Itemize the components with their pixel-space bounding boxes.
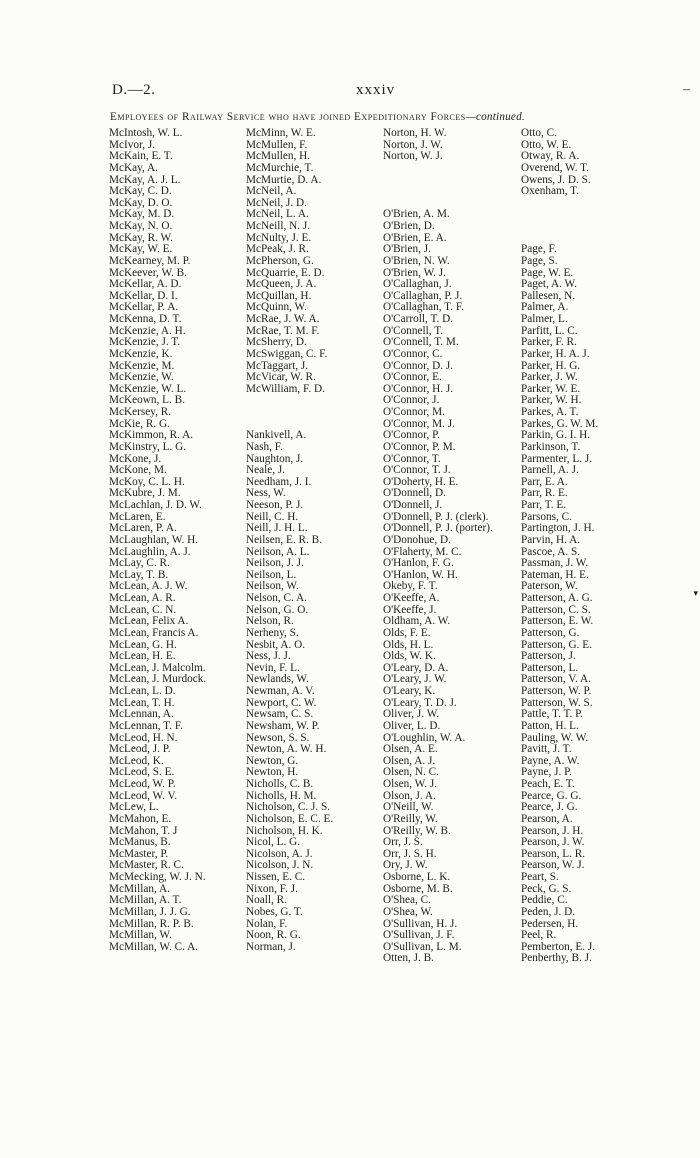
name-entry: O'Connor, J.: [383, 394, 440, 407]
name-entry: McLeod, W. V.: [109, 789, 178, 802]
name-entry: Peart, S.: [521, 871, 559, 883]
name-entry: Pearson, J. H.: [521, 824, 584, 837]
name-entry: McMillan, W.: [109, 929, 172, 942]
name-entry: Patterson, J.: [521, 650, 576, 663]
name-entry: McKay, A.: [109, 161, 158, 174]
name-entry: McLean, G. H.: [109, 638, 177, 651]
name-entry: Nobes, G. T.: [246, 905, 303, 918]
name-entry: Orr, J. S. H.: [383, 847, 437, 860]
name-entry: Page, S.: [521, 254, 558, 267]
name-entry: Nicholls, H. M.: [246, 789, 317, 802]
name-entry: Olsen, A. J.: [383, 754, 436, 767]
name-entry: Nevin, F. L.: [246, 661, 300, 674]
name-entry: Peden, J. D.: [521, 905, 576, 918]
name-entry: Olsen, N. C.: [383, 766, 439, 779]
name-entry: O'Carroll, T. D.: [383, 313, 454, 325]
name-entry: McLay, C. R.: [109, 557, 170, 570]
name-entry: Patton, H. L.: [521, 719, 579, 732]
name-entry: McKeown, L. B.: [109, 394, 185, 407]
name-entry: O'Neill, W.: [383, 801, 434, 814]
name-entry: Paterson, W.: [521, 580, 578, 593]
document-reference: D.—2.: [112, 82, 156, 98]
name-entry: Okeby, F. T.: [383, 580, 438, 593]
name-entry: O'Connor, C.: [383, 347, 443, 360]
name-entry: O'Hanlon, F. G.: [383, 557, 454, 570]
name-entry: McKenzie, A. H.: [109, 324, 186, 337]
name-entry: Parker, F. R.: [521, 336, 577, 349]
name-entry: O'Reilly, W. B.: [383, 824, 451, 837]
name-entry: Nicholls, C. B.: [246, 778, 314, 790]
name-entry: Newton, H.: [246, 766, 299, 779]
name-entry: Ness, J. J.: [246, 650, 291, 663]
name-entry: O'Callaghan, J.: [383, 278, 452, 291]
name-entry: McKay, C. D.: [109, 185, 172, 198]
name-entry: Naughton, J.: [246, 452, 304, 465]
name-entry: Palmer, A.: [521, 301, 569, 314]
name-entry: McKie, R. G.: [109, 417, 170, 430]
name-entry: Norton, H. W.: [383, 127, 447, 139]
name-entry: Pearce, G. G.: [521, 789, 582, 802]
name-entry: O'Connor, D. J.: [383, 359, 454, 372]
name-entry: McLean, A. J. W.: [109, 580, 188, 593]
name-entry: Oliver, L. D.: [383, 719, 441, 732]
name-entry: Newlands, W.: [246, 673, 309, 686]
name-entry: McKenzie, J. T.: [109, 336, 181, 349]
name-entry: Pavitt, J. T.: [521, 743, 572, 756]
name-entry: Parmenter, L. J.: [521, 452, 593, 465]
name-entry: McLachlan, J. D. W.: [109, 499, 202, 511]
name-column-1: [109, 128, 206, 953]
name-entry: Nolan, F.: [246, 917, 288, 930]
name-entry: Needham, J. I.: [246, 475, 312, 488]
name-entry: Pearson, A.: [521, 812, 573, 825]
name-entry: Patterson, G.: [521, 626, 580, 639]
list-caption: [110, 111, 630, 123]
name-entry: Osborne, M. B.: [383, 882, 453, 895]
name-entry: Oxenham, T.: [521, 185, 580, 198]
name-entry: Norman, J.: [246, 940, 296, 953]
name-entry: McQueen, J. A.: [246, 278, 317, 291]
caption-continued: —continued.: [465, 111, 525, 123]
name-entry: McLew, L.: [109, 801, 159, 814]
name-entry: [246, 395, 333, 407]
name-entry: O'Shea, C.: [383, 894, 431, 907]
name-entry: Nesbit, A. O.: [246, 638, 306, 651]
name-entry: O'Connor, P.: [383, 429, 440, 442]
name-entry: O'Brien, D.: [383, 220, 435, 232]
name-entry: Pearson, L. R.: [521, 847, 586, 860]
name-entry: [383, 163, 493, 175]
name-entry: Nixon, F. J.: [246, 882, 298, 895]
name-entry: McLean, Felix A.: [109, 615, 189, 628]
name-column-3: [383, 128, 493, 965]
name-entry: McMurtie, D. A.: [246, 173, 322, 186]
name-entry: Olds, F. E.: [383, 626, 431, 639]
name-entry: Parvin, H. A.: [521, 533, 581, 546]
name-entry: McMaster, P.: [109, 847, 169, 860]
name-entry: Pallesen, N.: [521, 289, 576, 302]
name-entry: Newson, S. S.: [246, 731, 310, 744]
name-entry: Newsham, W. P.: [246, 719, 320, 732]
name-entry: Patterson, V. A.: [521, 673, 591, 686]
name-entry: Parkinson, T.: [521, 440, 581, 453]
name-entry: Palmer, L.: [521, 313, 568, 325]
name-entry: [383, 186, 493, 198]
name-entry: O'Reilly, W.: [383, 812, 438, 825]
name-entry: Nash, F.: [246, 440, 283, 453]
name-entry: Oldham, A. W.: [383, 615, 451, 628]
name-entry: Patterson, E. W.: [521, 615, 594, 628]
name-entry: McLay, T. B.: [109, 568, 169, 581]
name-entry: McKone, J.: [109, 452, 162, 465]
name-entry: Nicholson, E. C. E.: [246, 812, 334, 825]
name-entry: McKellar, A. D.: [109, 278, 182, 291]
name-entry: McKay, A. J. L.: [109, 173, 181, 186]
name-entry: Newton, A. W. H.: [246, 743, 327, 756]
name-entry: McMillan, R. P. B.: [109, 917, 194, 930]
name-entry: O'Hanlon, W. H.: [383, 568, 458, 581]
name-entry: Parker, J. W.: [521, 371, 578, 384]
name-entry: Patterson, W. P.: [521, 685, 592, 697]
name-entry: Ness, W.: [246, 487, 286, 500]
margin-mark: ▾: [693, 588, 698, 598]
name-entry: Peddie, C.: [521, 894, 568, 907]
name-entry: McLean, H. E.: [109, 650, 176, 663]
name-entry: McMinn, W. E.: [246, 127, 316, 139]
name-entry: O'Brien, A. M.: [383, 208, 450, 221]
name-entry: McKenzie, W.: [109, 371, 174, 384]
name-entry: McKersey, R.: [109, 406, 172, 418]
name-entry: [521, 209, 598, 221]
name-entry: O'Donohue, D.: [383, 533, 451, 546]
name-entry: O'Connell, T.: [383, 324, 444, 337]
name-entry: Parnell, A. J.: [521, 464, 579, 477]
name-entry: Newman, A. V.: [246, 685, 315, 697]
name-entry: McWilliam, F. D.: [246, 382, 325, 395]
name-entry: Neilson, J. J.: [246, 557, 304, 570]
name-entry: O'Brien, W. J.: [383, 266, 446, 279]
name-entry: O'Keeffe, J.: [383, 603, 437, 616]
name-entry: [383, 175, 493, 187]
name-entry: McMaster, R. C.: [109, 859, 184, 872]
page-number: xxxiv: [356, 82, 396, 98]
name-entry: Parkes, G. W. M.: [521, 417, 599, 430]
name-entry: McTaggart, J.: [246, 359, 309, 372]
name-entry: McLean, C. N.: [109, 603, 177, 616]
name-entry: McKimmon, R. A.: [109, 429, 194, 442]
name-entry: O'Donnell, J.: [383, 499, 443, 511]
name-entry: McLean, L. D.: [109, 685, 176, 697]
name-entry: McMillan, J. J. G.: [109, 905, 191, 918]
name-entry: Olds, H. L.: [383, 638, 434, 651]
name-entry: O'Callaghan, T. F.: [383, 301, 465, 314]
name-entry: Newton, G.: [246, 754, 299, 767]
name-entry: Otto, C.: [521, 127, 557, 139]
name-entry: Nelson, R.: [246, 615, 294, 628]
name-entry: McMillan, A. T.: [109, 894, 182, 907]
name-entry: O'Donnell, P. J. (clerk).: [383, 510, 489, 523]
name-entry: McLean, J. Malcolm.: [109, 661, 206, 674]
name-entry: McKellar, D. I.: [109, 289, 178, 302]
name-entry: Peck, G. S.: [521, 882, 572, 895]
name-entry: O'Brien, N. W.: [383, 254, 450, 267]
name-entry: O'Donnell, D.: [383, 487, 446, 500]
name-entry: Nicholson, H. K.: [246, 824, 323, 837]
name-entry: McSherry, D.: [246, 336, 307, 349]
name-entry: Oliver, J. W.: [383, 708, 440, 721]
name-entry: O'Leary, T. D. J.: [383, 696, 457, 709]
name-entry: O'Connor, M. J.: [383, 417, 455, 430]
name-entry: McLeod, S. E.: [109, 766, 175, 779]
name-entry: O'Donnell, P. J. (porter).: [383, 522, 493, 535]
name-entry: McLean, T. H.: [109, 696, 175, 709]
name-entry: O'Sullivan, L. M.: [383, 940, 462, 953]
name-entry: McKay, N. O.: [109, 220, 173, 232]
name-entry: McKay, R. W.: [109, 231, 173, 244]
name-entry: Neeson, P. J.: [246, 499, 304, 511]
name-entry: McQuinn, W.: [246, 301, 307, 314]
name-entry: Neill, C. H.: [246, 510, 299, 523]
name-entry: Olson, J. A.: [383, 789, 436, 802]
name-entry: Page, F.: [521, 243, 557, 256]
name-entry: Owens, J. D. S.: [521, 173, 591, 186]
name-entry: O'Connor, T.: [383, 452, 441, 465]
name-entry: O'Leary, D. A.: [383, 661, 449, 674]
name-entry: Newsam, C. S.: [246, 708, 314, 721]
name-entry: [521, 198, 598, 210]
name-entry: O'Connor, P. M.: [383, 440, 456, 453]
name-entry: McQuarrie, E. D.: [246, 266, 325, 279]
name-entry: Newport, C. W.: [246, 696, 317, 709]
name-entry: McKenzie, K.: [109, 347, 173, 360]
name-entry: McKay, W. E.: [109, 243, 173, 256]
name-entry: O'Doherty, H. E.: [383, 475, 459, 488]
name-entry: McLeod, K.: [109, 754, 164, 767]
name-entry: McLeod, J. P.: [109, 743, 171, 756]
name-entry: Patterson, G. E.: [521, 638, 592, 651]
name-entry: Parker, W. E.: [521, 382, 581, 395]
name-entry: McMullen, F.: [246, 138, 308, 151]
name-entry: McQuillan, H.: [246, 289, 312, 302]
name-entry: McRae, T. M. F.: [246, 324, 320, 337]
name-entry: McPherson, G.: [246, 254, 314, 267]
name-entry: O'Flaherty, M. C.: [383, 545, 462, 558]
name-entry: Parr, R. E.: [521, 487, 568, 500]
name-entry: McKeever, W. B.: [109, 266, 187, 279]
name-entry: McNeil, L. A.: [246, 208, 309, 221]
name-entry: Olds, W. K.: [383, 650, 436, 663]
name-entry: McNeill, N. J.: [246, 220, 311, 232]
name-entry: Neale, J.: [246, 464, 286, 477]
name-entry: McKellar, P. A.: [109, 301, 179, 314]
name-entry: Parker, H. G.: [521, 359, 581, 372]
name-entry: Parfitt, L. C.: [521, 324, 578, 337]
name-entry: Noall, R.: [246, 894, 287, 907]
name-entry: McMillan, A.: [109, 882, 170, 895]
name-entry: Nissen, E. C.: [246, 871, 306, 883]
name-entry: Patterson, A. G.: [521, 592, 593, 604]
name-entry: McLean, J. Murdock.: [109, 673, 207, 686]
name-entry: Pateman, H. E.: [521, 568, 589, 581]
name-entry: Payne, A. W.: [521, 754, 580, 767]
name-entry: Otway, R. A.: [521, 150, 580, 163]
name-entry: O'Brien, J.: [383, 243, 431, 256]
name-entry: Payne, J. P.: [521, 766, 572, 779]
name-entry: O'Callaghan, P. J.: [383, 289, 463, 302]
name-entry: Parsons, C.: [521, 510, 572, 523]
name-entry: McNeil, A.: [246, 185, 297, 198]
name-entry: McMecking, W. J. N.: [109, 871, 206, 883]
name-entry: McMahon, E.: [109, 812, 172, 825]
name-entry: McKenna, D. T.: [109, 313, 182, 325]
name-entry: McLeod, H. N.: [109, 731, 178, 744]
name-entry: McKinstry, L. G.: [109, 440, 187, 453]
name-entry: Pedersen, H.: [521, 917, 579, 930]
name-entry: Nankivell, A.: [246, 429, 307, 442]
name-entry: Ory, J. W.: [383, 859, 428, 872]
name-entry: Overend, W. T.: [521, 161, 590, 174]
name-entry: Pearce, J. G.: [521, 801, 578, 814]
name-entry: Noon, R. G.: [246, 929, 301, 942]
caption-title: Employees of Railway Service who have joined Expeditionary Forces: [110, 111, 466, 123]
name-entry: O'Sullivan, J. F.: [383, 929, 455, 942]
name-entry: Pattle, T. T. P.: [521, 708, 583, 721]
name-entry: McLean, Francis A.: [109, 626, 199, 639]
name-entry: McMurchie, T.: [246, 161, 314, 174]
name-entry: Parkin, G. I. H.: [521, 429, 591, 442]
name-entry: Page, W. E.: [521, 266, 574, 279]
name-entry: McLaughlan, W. H.: [109, 533, 199, 546]
name-entry: Neill, J. H. L.: [246, 522, 308, 535]
name-entry: Pauling, W. W.: [521, 731, 589, 744]
name-entry: Patterson, W. S.: [521, 696, 593, 709]
name-entry: Pearson, W. J.: [521, 859, 585, 872]
name-entry: Patterson, C. S.: [521, 603, 591, 616]
name-entry: O'Leary, K.: [383, 685, 436, 697]
name-entry: Neilson, L.: [246, 568, 297, 581]
name-entry: O'Connor, T. J.: [383, 464, 451, 477]
name-entry: McLeod, W. P.: [109, 778, 176, 790]
name-entry: McLaren, E.: [109, 510, 166, 523]
name-entry: McKenzie, M.: [109, 359, 175, 372]
name-entry: Peel, R.: [521, 929, 557, 942]
name-entry: McMahon, T. J: [109, 824, 178, 837]
name-entry: Norton, J. W.: [383, 138, 443, 151]
name-entry: McKubre, J. M.: [109, 487, 181, 500]
name-entry: McKearney, M. P.: [109, 254, 191, 267]
name-entry: McKay, D. O.: [109, 196, 173, 209]
name-entry: McKain, E. T.: [109, 150, 173, 163]
name-column-2: [246, 128, 333, 953]
name-column-4: [521, 128, 598, 965]
name-entry: McKenzie, W. L.: [109, 382, 187, 395]
name-entry: Nicolson, A. J.: [246, 847, 313, 860]
name-entry: Nerheny, S.: [246, 626, 299, 639]
name-entry: McNulty, J. E.: [246, 231, 312, 244]
name-entry: McMillan, W. C. A.: [109, 940, 199, 953]
name-entry: McVicar, W. R.: [246, 371, 316, 384]
name-entry: Otten, J. B.: [383, 952, 434, 965]
name-entry: Parr, T. E.: [521, 499, 567, 511]
name-entry: McIntosh, W. L.: [109, 127, 183, 139]
name-entry: Nelson, C. A.: [246, 592, 307, 604]
name-entry: McNeil, J. D.: [246, 196, 307, 209]
name-entry: Pemberton, E. J.: [521, 940, 596, 953]
name-entry: Parker, W. H.: [521, 394, 582, 407]
name-entry: McLennan, T. F.: [109, 719, 183, 732]
name-entry: Neilsen, E. R. B.: [246, 533, 322, 546]
name-entry: O'Loughlin, W. A.: [383, 731, 466, 744]
name-entry: McLennan, A.: [109, 708, 174, 721]
name-entry: O'Connor, H. J.: [383, 382, 454, 395]
name-entry: O'Leary, J. W.: [383, 673, 447, 686]
name-entry: Partington, J. H.: [521, 522, 595, 535]
name-entry: McLaughlin, A. J.: [109, 545, 191, 558]
name-entry: Nicholson, C. J. S.: [246, 801, 331, 814]
name-entry: McManus, B.: [109, 836, 171, 849]
name-entry: McKay, M. D.: [109, 208, 175, 221]
name-entry: McKoy, C. L. H.: [109, 475, 185, 488]
name-entry: Parker, H. A. J.: [521, 347, 590, 360]
name-entry: Orr, J. S.: [383, 836, 423, 849]
name-entry: McPeak, J. R.: [246, 243, 309, 256]
name-entry: Olsen, A. E.: [383, 743, 438, 756]
name-entry: [521, 221, 598, 233]
name-entry: O'Brien, E. A.: [383, 231, 447, 244]
name-entry: Nelson, G. O.: [246, 603, 309, 616]
name-entry: McLean, A. R.: [109, 592, 176, 604]
name-entry: Patterson, L.: [521, 661, 579, 674]
name-entry: [246, 407, 333, 419]
name-entry: O'Connell, T. M.: [383, 336, 459, 349]
name-entry: McIvor, J.: [109, 138, 156, 151]
name-entry: Peach, E. T.: [521, 778, 575, 790]
name-entry: McKone, M.: [109, 464, 167, 477]
name-entry: McLaren, P. A.: [109, 522, 177, 535]
name-entry: Neilson, W.: [246, 580, 299, 593]
name-entry: Norton, W. J.: [383, 150, 443, 163]
edge-dash: –: [683, 82, 690, 97]
name-entry: Pascoe, A. S.: [521, 545, 581, 558]
name-entry: O'Connor, M.: [383, 406, 445, 418]
name-entry: Passman, J. W.: [521, 557, 589, 570]
name-entry: Otto, W. E.: [521, 138, 572, 151]
name-entry: McMullen, H.: [246, 150, 311, 163]
name-entry: O'Connor, E.: [383, 371, 442, 384]
name-entry: O'Shea, W.: [383, 905, 433, 918]
name-entry: Olsen, W. J.: [383, 778, 438, 790]
name-entry: O'Sullivan, H. J.: [383, 917, 458, 930]
name-entry: O'Keeffe, A.: [383, 592, 440, 604]
name-entry: McRae, J. W. A.: [246, 313, 320, 325]
name-entry: Parkes, A. T.: [521, 406, 579, 418]
name-entry: Neilson, A. L.: [246, 545, 310, 558]
name-entry: Penberthy, B. J.: [521, 952, 592, 965]
name-entry: Nicol, L. G.: [246, 836, 301, 849]
name-entry: Paget, A. W.: [521, 278, 577, 291]
name-entry: Nicolson, J. N.: [246, 859, 314, 872]
name-entry: Parr, E. A.: [521, 475, 568, 488]
name-entry: Pearson, J. W.: [521, 836, 585, 849]
name-entry: McSwiggan, C. F.: [246, 347, 328, 360]
name-entry: Osborne, L. K.: [383, 871, 451, 883]
